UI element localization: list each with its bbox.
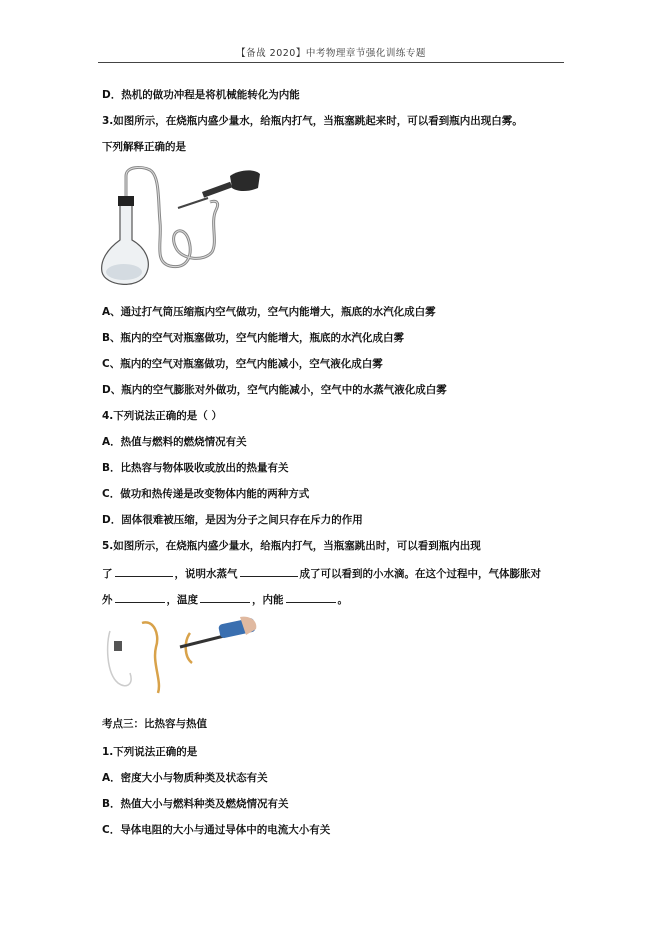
option-4a: A．热值与燃料的燃烧情况有关 — [102, 436, 247, 448]
option-1c: C．导体电阻的大小与通过导体中的电流大小有关 — [102, 824, 331, 836]
q5-text-5: ，温度 — [166, 594, 198, 606]
q5-text-4: 外 — [102, 594, 113, 606]
fill-blank-5[interactable] — [286, 592, 336, 603]
flask-pump-figure-2 — [100, 613, 260, 698]
q5-text-6: ，内能 — [252, 594, 284, 606]
fill-blank-3[interactable] — [115, 592, 165, 603]
option-4c: C．做功和热传递是改变物体内能的两种方式 — [102, 488, 310, 500]
option-3b: B、瓶内的空气对瓶塞做功，空气内能增大，瓶底的水汽化成白雾 — [102, 332, 405, 344]
section-heading: 考点三：比热容与热值 — [102, 718, 207, 730]
header-rule — [98, 62, 564, 63]
fill-blank-2[interactable] — [240, 566, 298, 577]
option-1a: A．密度大小与物质种类及状态有关 — [102, 772, 268, 784]
option-3d: D、瓶内的空气膨胀对外做功，空气内能减小，空气中的水蒸气液化成白雾 — [102, 384, 447, 396]
question-5-stem: 5.如图所示，在烧瓶内盛少量水，给瓶内打气，当瓶塞跳出时，可以看到瓶内出现 — [102, 540, 481, 552]
option-d-heat-engine: D．热机的做功冲程是将机械能转化为内能 — [102, 89, 300, 101]
flask-pump-figure — [98, 162, 263, 292]
question-3-stem: 3.如图所示，在烧瓶内盛少量水，给瓶内打气，当瓶塞跳起来时，可以看到瓶内出现白雾。 — [102, 115, 523, 127]
question-3-prompt: 下列解释正确的是 — [102, 141, 186, 153]
fill-blank-4[interactable] — [200, 592, 250, 603]
question-4-stem: 4.下列说法正确的是（ ） — [102, 410, 222, 422]
option-1b: B．热值大小与燃料种类及燃烧情况有关 — [102, 798, 289, 810]
question-5-line3 — [102, 592, 572, 607]
q5-text-7: 。 — [337, 594, 348, 606]
page-header: 【备战 2020】中考物理章节强化训练专题 — [236, 48, 426, 59]
option-3c: C、瓶内的空气对瓶塞做功，空气内能减小，空气液化成白雾 — [102, 358, 383, 370]
option-4d: D．固体很难被压缩，是因为分子之间只存在斥力的作用 — [102, 514, 363, 526]
q5-text-1: 了 — [102, 568, 113, 580]
q5-text-3: 成了可以看到的小水滴。在这个过程中，气体膨胀对 — [299, 568, 541, 580]
option-4b: B．比热容与物体吸收或放出的热量有关 — [102, 462, 289, 474]
question-1-stem: 1.下列说法正确的是 — [102, 746, 198, 758]
fill-blank-1[interactable] — [115, 566, 173, 577]
question-5-line2 — [102, 566, 572, 581]
q5-text-2: ，说明水蒸气 — [174, 568, 238, 580]
option-3a: A、通过打气筒压缩瓶内空气做功，空气内能增大，瓶底的水汽化成白雾 — [102, 306, 436, 318]
